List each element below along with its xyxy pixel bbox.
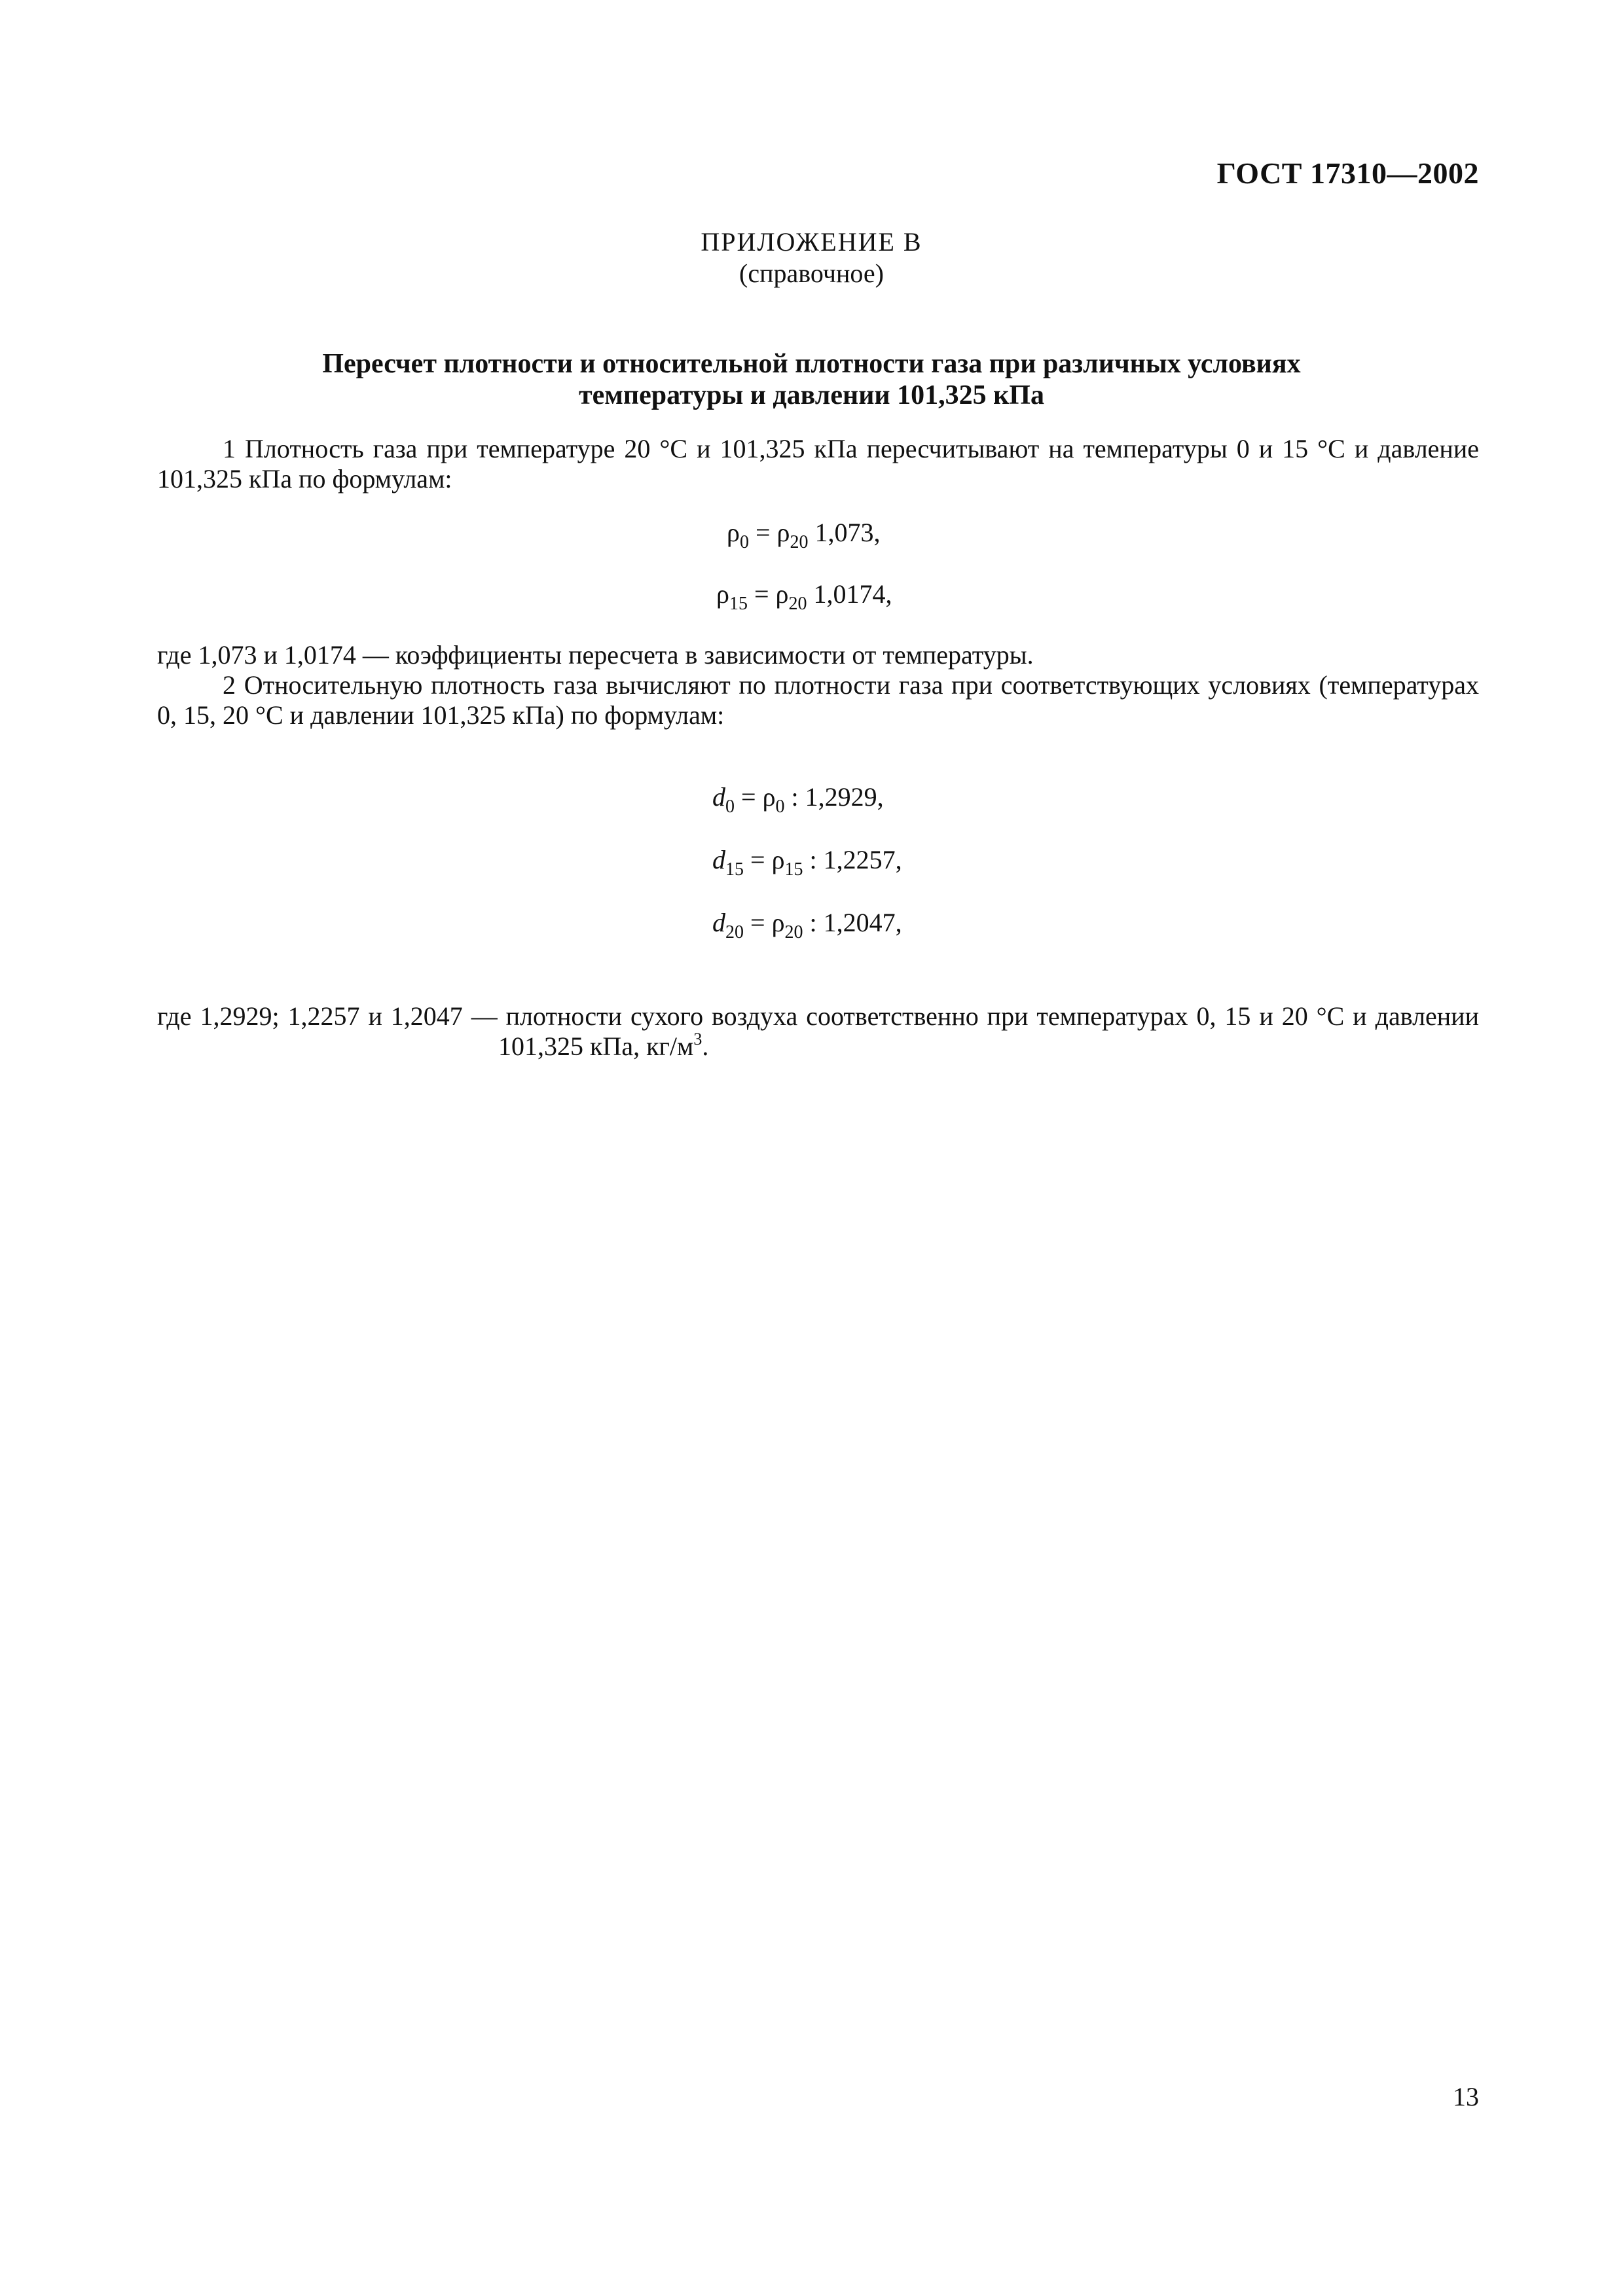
formula-equals: = bbox=[748, 518, 777, 547]
formula-rhs-symbol: ρ bbox=[771, 845, 785, 874]
appendix-title: ПРИЛОЖЕНИЕ В bbox=[701, 227, 922, 257]
formula-lhs-subscript: 15 bbox=[729, 594, 748, 614]
formula-lhs-symbol: ρ bbox=[727, 518, 740, 547]
where-note-1: где 1,073 и 1,0174 — коэффициенты пересчета в зависимости от температуры. bbox=[157, 640, 1034, 670]
formula-rhs-subscript: 20 bbox=[784, 922, 803, 942]
where-note-2-unit: 101,325 кПа, кг/м bbox=[498, 1031, 694, 1061]
section-heading-line-1: Пересчет плотности и относительной плотности газа при различных условиях bbox=[322, 349, 1301, 379]
formula-rhs-subscript: 20 bbox=[788, 594, 807, 614]
formula-divisor: : 1,2257, bbox=[803, 845, 902, 874]
formula-equals: = bbox=[735, 782, 763, 812]
where-note-2-unit-exponent: 3 bbox=[693, 1030, 702, 1049]
formula-rho15 bbox=[716, 579, 892, 614]
formula-rhs-subscript: 20 bbox=[790, 532, 809, 552]
formula-lhs-subscript: 20 bbox=[725, 922, 744, 942]
formula-equals: = bbox=[744, 908, 772, 937]
formula-lhs-subscript: 15 bbox=[725, 859, 744, 880]
formula-d20 bbox=[712, 908, 902, 942]
formula-equals: = bbox=[747, 579, 776, 609]
formula-divisor: : 1,2047, bbox=[803, 908, 902, 937]
where-note-2-end: . bbox=[702, 1031, 709, 1061]
formula-equals: = bbox=[744, 845, 772, 874]
formula-lhs-symbol: d bbox=[712, 782, 725, 812]
formula-divisor: : 1,2929, bbox=[784, 782, 884, 812]
appendix-type: (справочное) bbox=[739, 259, 884, 288]
section-heading-line-2: температуры и давлении 101,325 кПа bbox=[579, 380, 1044, 410]
formula-rhs-symbol: ρ bbox=[776, 518, 790, 547]
formula-coefficient: 1,0174, bbox=[807, 579, 892, 609]
formula-rhs-symbol: ρ bbox=[775, 579, 789, 609]
where-note-2-line-1: где 1,2929; 1,2257 и 1,2047 — плотности сухого воздуха соответственно при температурах 0, 15 и 20 °С и давлении bbox=[157, 1001, 1479, 1031]
document-code: ГОСТ 17310—2002 bbox=[1216, 156, 1479, 190]
formula-lhs-symbol: d bbox=[712, 845, 725, 874]
formula-rhs-subscript: 15 bbox=[784, 859, 803, 880]
formula-coefficient: 1,073, bbox=[808, 518, 881, 547]
formula-d0 bbox=[712, 782, 884, 817]
section-heading bbox=[157, 348, 1466, 411]
paragraph-2: 2 Относительную плотность газа вычисляют по плотности газа при соответствующих условиях (температурах 0, 15, 20 °С и давлении 101,325 кПа) по формулам: bbox=[157, 670, 1479, 730]
where-note-2-line-2 bbox=[498, 1031, 708, 1062]
formula-lhs-symbol: ρ bbox=[716, 579, 729, 609]
formula-rhs-symbol: ρ bbox=[771, 908, 785, 937]
formula-rhs-subscript: 0 bbox=[775, 797, 785, 817]
formula-d15 bbox=[712, 845, 902, 880]
formula-lhs-subscript: 0 bbox=[725, 797, 735, 817]
formula-lhs-symbol: d bbox=[712, 908, 725, 937]
formula-rhs-symbol: ρ bbox=[762, 782, 776, 812]
formula-rho0 bbox=[727, 518, 881, 552]
formula-lhs-subscript: 0 bbox=[739, 532, 749, 552]
page-number: 13 bbox=[1453, 2082, 1479, 2111]
paragraph-1: 1 Плотность газа при температуре 20 °С и 101,325 кПа пересчитывают на температуры 0 и 15 °С и давление 101,325 кПа по формулам: bbox=[157, 434, 1479, 493]
